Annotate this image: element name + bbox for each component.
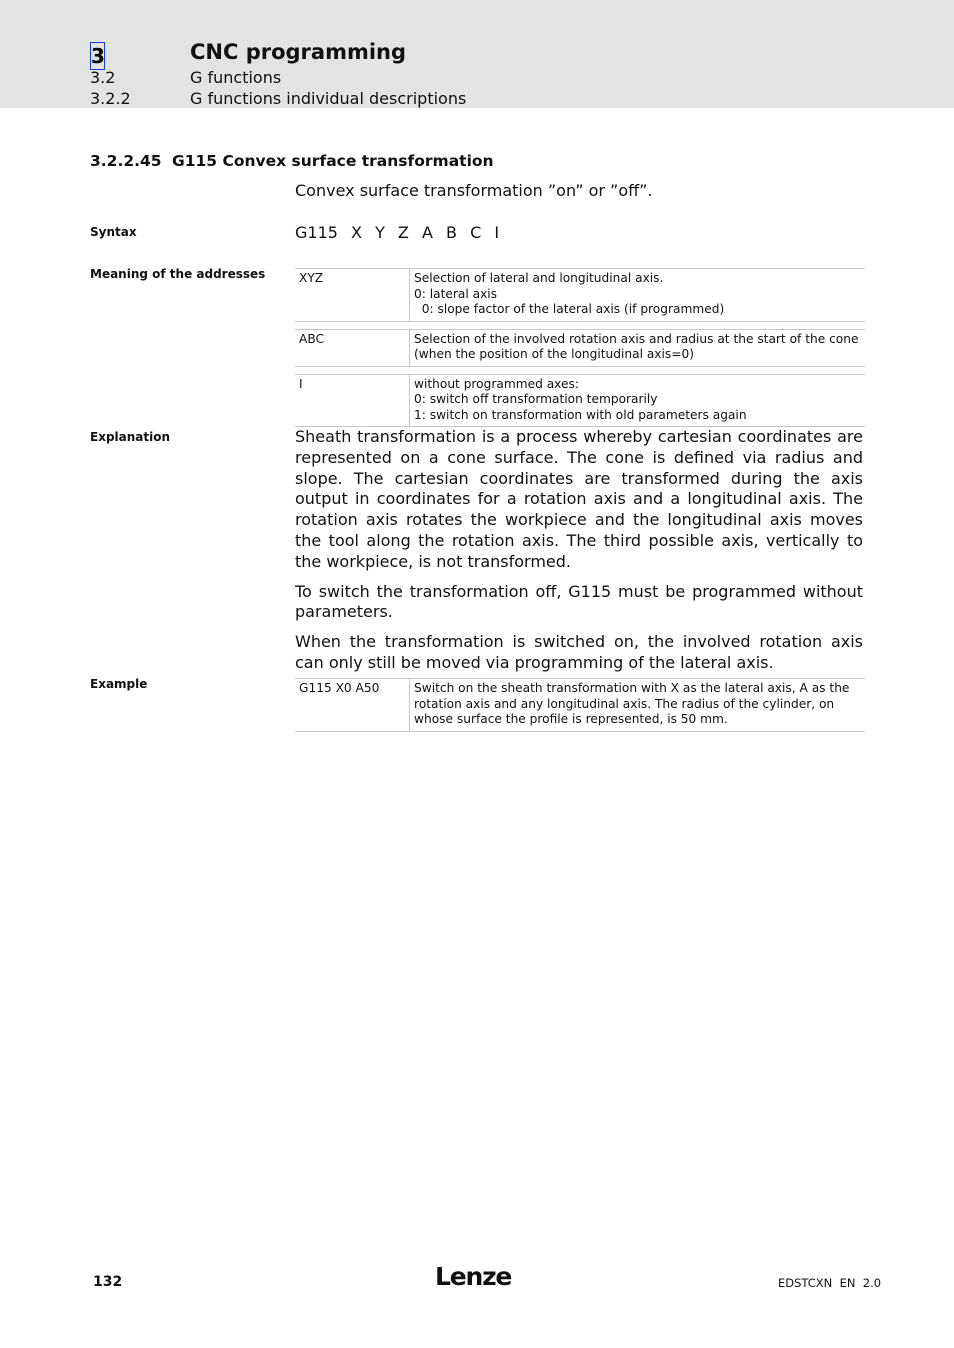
address-line: 0: slope factor of the lateral axis (if programmed) [414, 302, 725, 316]
explanation-paragraph: To switch the transformation off, G115 must be programmed without parameters. [295, 581, 863, 622]
breadcrumb-number-2: 3.2.2 [90, 89, 131, 108]
section-title: G115 Convex surface transformation [172, 152, 494, 170]
lenze-logo: Lenze [435, 1262, 512, 1291]
address-line: (when the position of the longitudinal axis=0) [414, 347, 694, 361]
address-key: ABC [295, 329, 410, 366]
explanation-paragraph: Sheath transformation is a process whereby cartesian coordinates are represented on a cone surface. The cone is defined via radius and slope. The cartesian coordinates are transformed during the axis output in coordinates for a rotation axis and a longitudinal axis. The rotation axis rotates the workpiece and the longitudinal axis moves the tool along the rotation axis. The third possible axis, vertically to the workpiece, is not transformed. [295, 427, 863, 571]
address-description [410, 374, 866, 427]
addresses-table [295, 268, 865, 427]
table-row [295, 329, 865, 366]
chapter-title: CNC programming [190, 40, 407, 64]
example-label: Example [90, 677, 148, 691]
address-key: XYZ [295, 269, 410, 322]
address-key: I [295, 374, 410, 427]
header-band [0, 0, 954, 108]
table-row [295, 269, 865, 322]
meaning-label: Meaning of the addresses [90, 267, 266, 281]
section-intro: Convex surface transformation ”on” or ”off”. [295, 181, 653, 200]
address-line: 0: lateral axis [414, 286, 498, 301]
syntax-label: Syntax [90, 225, 137, 239]
breadcrumb-title-2: G functions individual descriptions [190, 89, 467, 108]
address-description [410, 329, 866, 366]
breadcrumb-number-1: 3.2 [90, 68, 116, 87]
document-id: EDSTCXN EN 2.0 [778, 1276, 882, 1290]
section-heading [90, 152, 494, 170]
address-line: Selection of the involved rotation axis and radius at the start of the cone [414, 331, 859, 346]
address-line: Selection of lateral and longitudinal axis. [414, 271, 664, 285]
address-line: without programmed axes: [414, 376, 579, 391]
address-line: 1: switch on transformation with old parameters again [414, 407, 747, 422]
chapter-number-link[interactable]: 3 [91, 44, 105, 68]
page-number: 132 [93, 1274, 123, 1290]
address-description [410, 269, 866, 322]
section-number: 3.2.2.45 [90, 152, 162, 170]
example-code: G115 X0 A50 [295, 679, 410, 732]
explanation-paragraph: When the transformation is switched on, the involved rotation axis can only still be moved via programming of the lateral axis. [295, 632, 863, 672]
table-row [295, 679, 865, 732]
breadcrumb-title-1: G functions [190, 68, 282, 87]
explanation-label: Explanation [90, 430, 171, 444]
address-line: 0: switch off transformation temporarily [414, 392, 658, 406]
example-description: Switch on the sheath transformation with X as the lateral axis, A as the rotation axis and any longitudinal axis. The radius of the cylinder, on whose surface the profile is represented, is 50 mm. [410, 679, 866, 732]
syntax-line: G115 X Y Z A B C I [295, 223, 500, 242]
explanation-text [295, 427, 863, 683]
table-row [295, 374, 865, 427]
example-table [295, 678, 865, 732]
